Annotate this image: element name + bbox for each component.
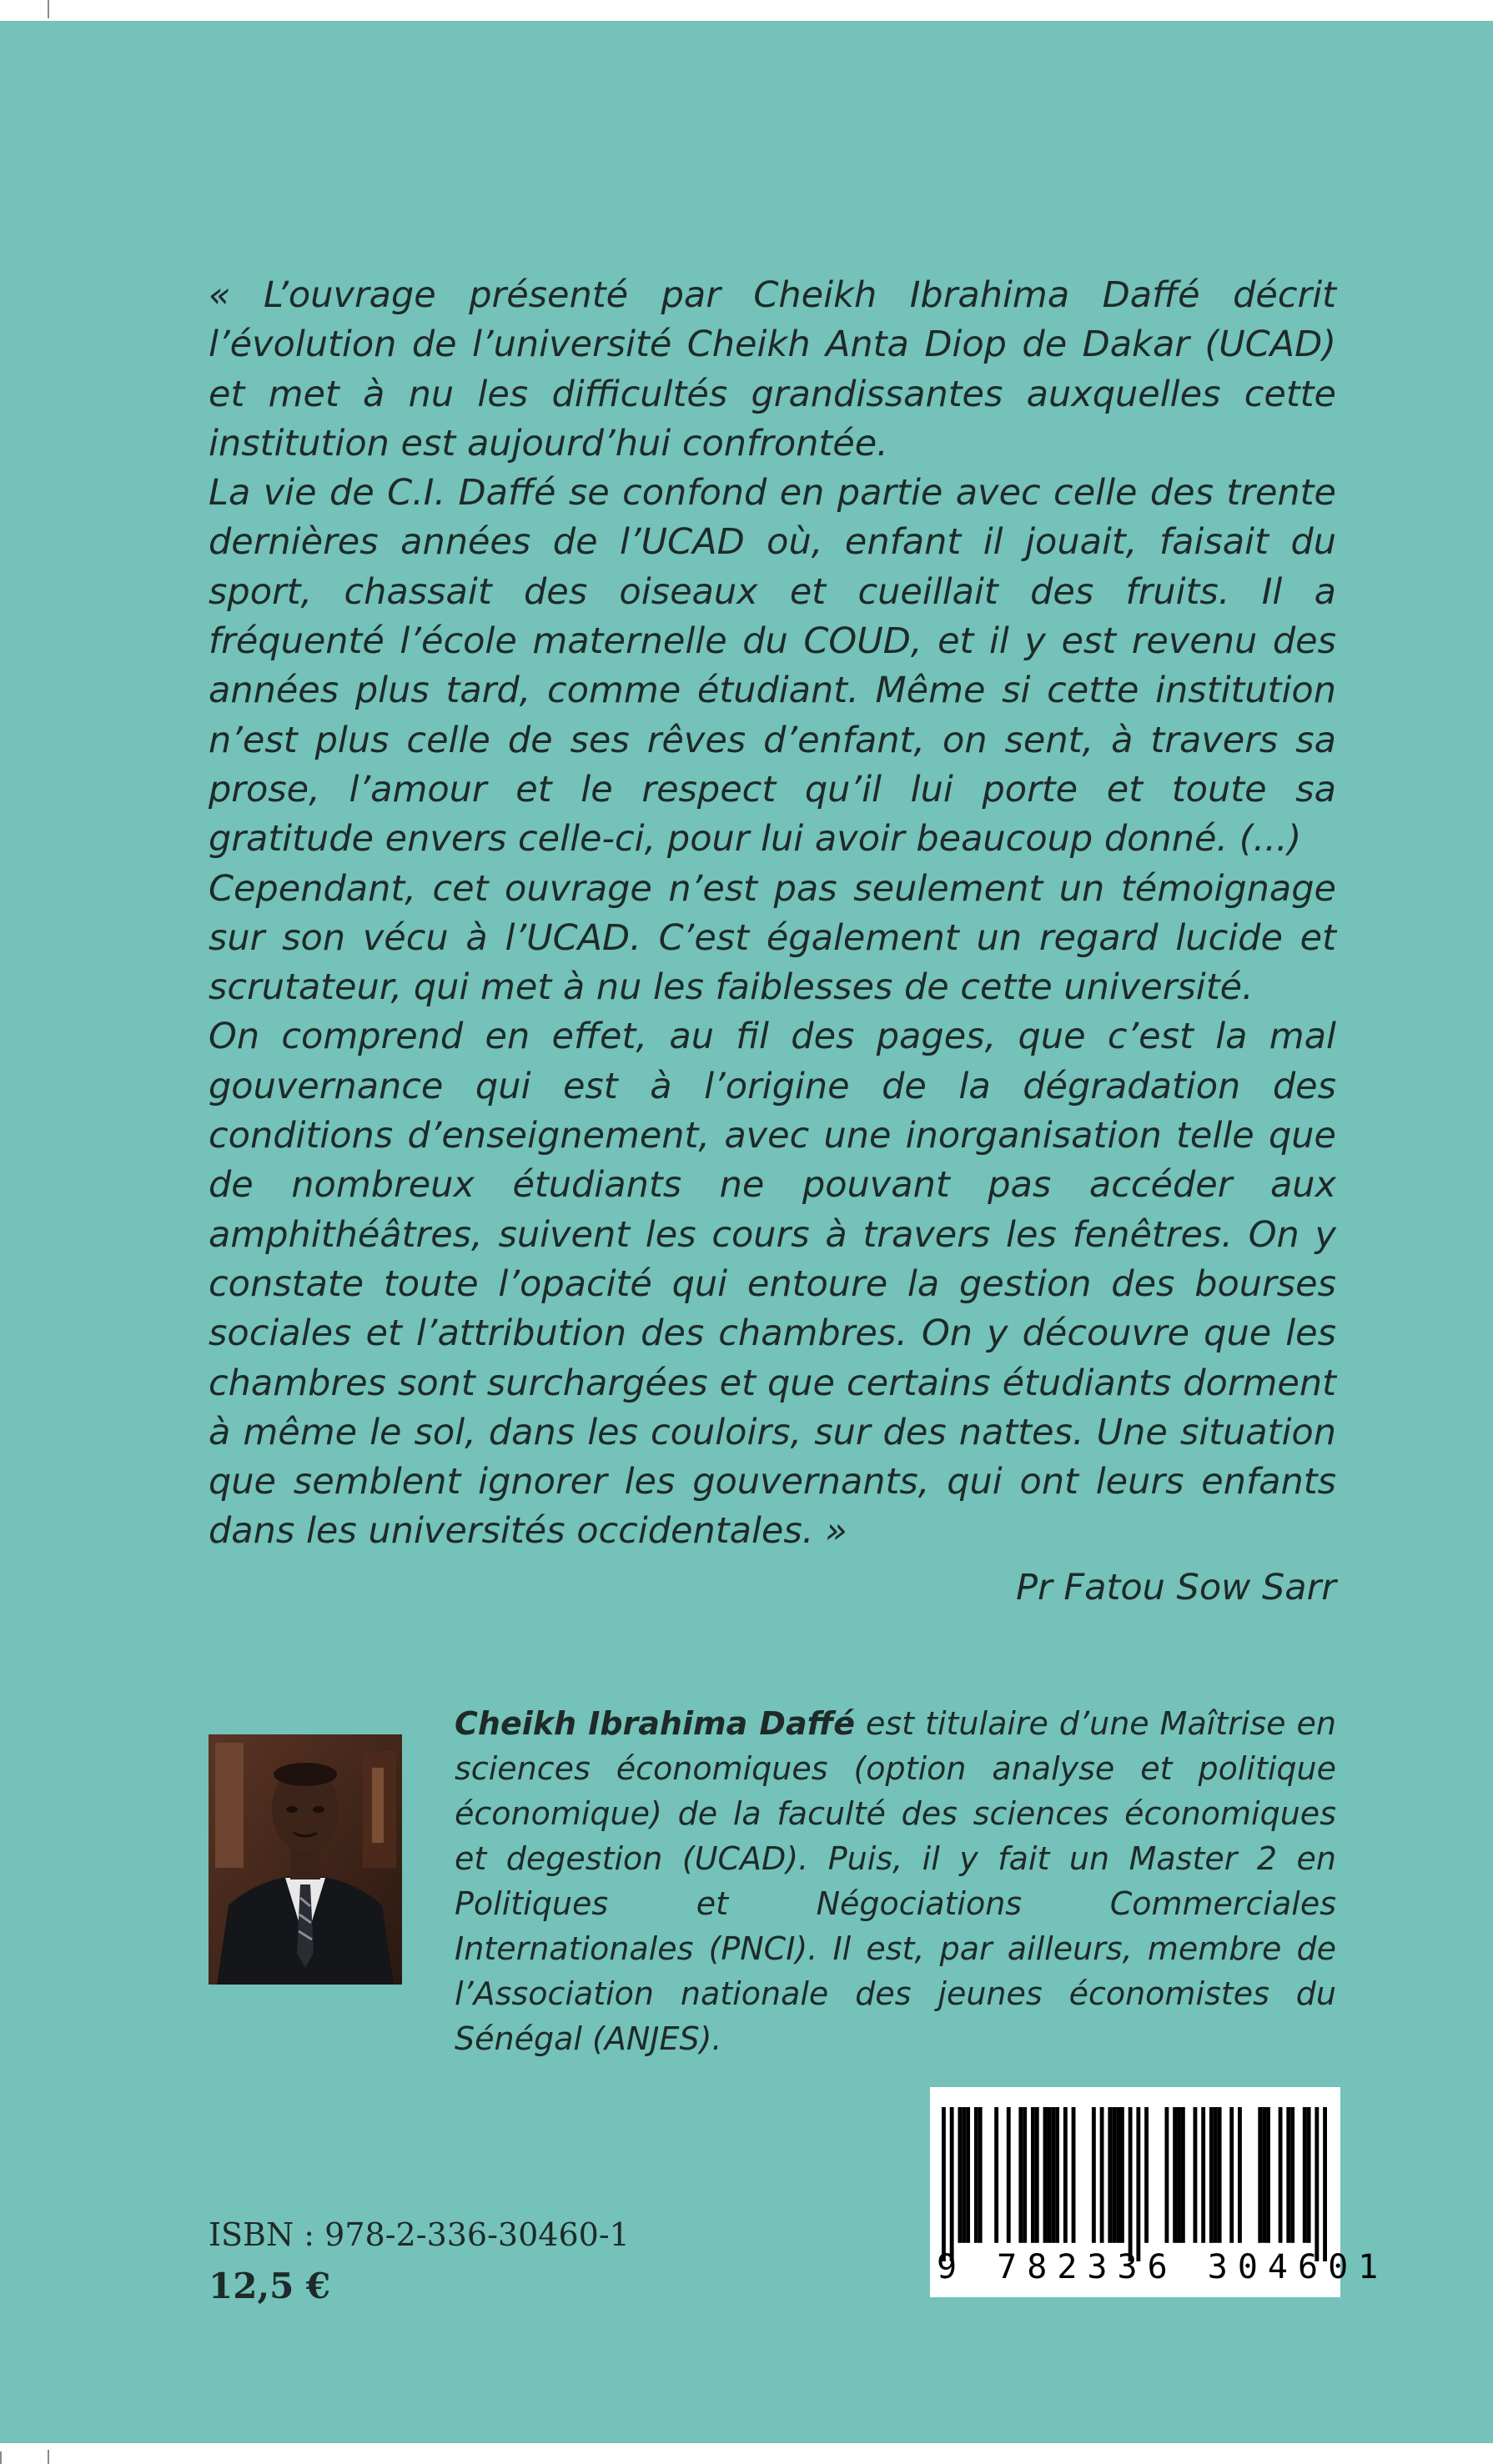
barcode-bar bbox=[1177, 2107, 1181, 2243]
blurb-paragraph-3: Cependant, cet ouvrage n’est pas seulement un témoignage sur son vécu à l’UCAD. C’est également un regard lucide et scrutateur, qui met à nu les faiblesses de cette université. bbox=[209, 867, 1336, 1009]
barcode-bar bbox=[1035, 2107, 1039, 2243]
author-portrait-image bbox=[209, 1734, 402, 1985]
barcode-bar bbox=[1286, 2107, 1290, 2243]
barcode-bar bbox=[1100, 2107, 1104, 2243]
barcode-bar bbox=[1018, 2107, 1023, 2243]
barcode-bar bbox=[1136, 2107, 1140, 2261]
barcode-bar bbox=[1201, 2107, 1205, 2243]
blurb-paragraph-4: On comprend en effet, au fil des pages, que c’est la mal gouvernance qui est à l’origine de la dégradation des conditions d’enseignement, avec une inorganisation telle que de nombreux étudiants ne pouvant pas accéder aux amphithéâtres, suivent les cours à travers les fenêtres. On y constate toute l’opacité qui entoure la gestion des bourses sociales et l’attribution des chambres. On y découvre que les chambres sont surchargées et que certains étudiants dorment à même le sol, dans les couloirs, sur des nattes. Une situation que semblent ignorer les gouvernants, qui ont leurs enfants dans les universités occidentales. » bbox=[209, 1016, 1336, 1553]
barcode-bar bbox=[1173, 2107, 1177, 2243]
barcode-bar bbox=[1007, 2107, 1011, 2243]
barcode-bar bbox=[966, 2107, 970, 2243]
isbn: ISBN : 978-2-336-30460-1 bbox=[209, 2216, 630, 2253]
barcode-bar bbox=[1238, 2107, 1242, 2243]
blurb-paragraph-1: « L’ouvrage présenté par Cheikh Ibrahima Daffé décrit l’évolution de l’université Cheikh Anta Diop de Dakar (UCAD) et met à nu les difficultés grandissantes auxquelles cette institution est aujourd’hui confrontée. bbox=[209, 274, 1336, 464]
crop-mark-left bbox=[0, 2451, 2, 2464]
barcode-bar bbox=[1218, 2107, 1222, 2243]
barcode-bar bbox=[1164, 2107, 1169, 2243]
barcode-bar bbox=[1262, 2107, 1266, 2243]
blurb-paragraph-2: La vie de C.I. Daffé se confond en partie avec celle des trente dernières années de l’UCAD où, enfant il jouait, faisait du sport, chassait des oiseaux et cueillait des fruits. Il a fréquenté l’école maternelle du COUD, et il y est revenu des années plus tard, comme étudiant. Même si cette institution n’est plus celle de ses rêves d’enfant, on sent, à travers sa prose, l’amour et le respect qu’il lui porte et toute sa gratitude envers celle-ci, pour lui avoir beaucoup donné. (...) bbox=[209, 472, 1336, 861]
barcode-bar bbox=[1290, 2107, 1294, 2243]
barcode bbox=[930, 2087, 1389, 2297]
barcode-bar bbox=[958, 2107, 962, 2243]
author-photo bbox=[209, 1734, 402, 1985]
barcode-bar bbox=[1047, 2107, 1051, 2243]
barcode-bar bbox=[962, 2107, 966, 2243]
price: 12,5 € bbox=[209, 2266, 331, 2306]
barcode-bar bbox=[1314, 2107, 1319, 2261]
barcode-bar bbox=[1116, 2107, 1120, 2243]
crop-mark-top bbox=[48, 0, 49, 18]
barcode-bar bbox=[974, 2107, 978, 2243]
barcode-bar bbox=[1092, 2107, 1096, 2243]
barcode-bar bbox=[1323, 2107, 1327, 2261]
blurb-signature: Pr Fatou Sow Sarr bbox=[1016, 1567, 1336, 1608]
barcode-bars bbox=[942, 2107, 1327, 2261]
barcode-bar bbox=[950, 2107, 954, 2261]
barcode-bar bbox=[1258, 2107, 1262, 2243]
barcode-bar bbox=[1144, 2107, 1149, 2243]
barcode-bar bbox=[1072, 2107, 1076, 2243]
author-bio bbox=[455, 1701, 1336, 2061]
barcode-bar bbox=[1051, 2107, 1055, 2243]
barcode-digits: 9 782336 304601 bbox=[937, 2248, 1389, 2286]
barcode-bar bbox=[1209, 2107, 1214, 2243]
barcode-bar bbox=[1229, 2107, 1234, 2243]
barcode-bar bbox=[1194, 2107, 1198, 2243]
barcode-bar bbox=[1120, 2107, 1124, 2243]
barcode-bar bbox=[978, 2107, 983, 2243]
barcode-bar bbox=[1214, 2107, 1218, 2243]
barcode-bar bbox=[1043, 2107, 1048, 2243]
barcode-bar bbox=[942, 2107, 946, 2261]
blurb bbox=[209, 271, 1336, 1557]
barcode-bar bbox=[1112, 2107, 1116, 2243]
barcode-bar bbox=[1181, 2107, 1185, 2243]
barcode-bar bbox=[1031, 2107, 1035, 2243]
barcode-bar bbox=[1266, 2107, 1270, 2243]
crop-mark-bottom bbox=[48, 2450, 49, 2464]
barcode-bar bbox=[1279, 2107, 1283, 2243]
author-bio-text: est titulaire d’une Maîtrise en sciences économiques (option analyse et politique économique) de la faculté des sciences économiques et degestion (UCAD). Puis, il y fait un Master 2 en Politiques et Négociations Commerciales Internationales (PNCI). Il est, par ailleurs, membre de l’Association nationale des jeunes économistes du Sénégal (ANJES). bbox=[455, 1705, 1336, 2057]
barcode-bar bbox=[1063, 2107, 1068, 2243]
barcode-bar bbox=[1108, 2107, 1112, 2243]
barcode-bar bbox=[1023, 2107, 1027, 2243]
barcode-bar bbox=[1303, 2107, 1307, 2243]
barcode-bar bbox=[1307, 2107, 1311, 2243]
barcode-bar bbox=[1055, 2107, 1059, 2243]
barcode-bar bbox=[994, 2107, 998, 2243]
author-name: Cheikh Ibrahima Daffé bbox=[455, 1705, 855, 1742]
barcode-bar bbox=[1129, 2107, 1133, 2261]
back-cover bbox=[0, 21, 1493, 2443]
